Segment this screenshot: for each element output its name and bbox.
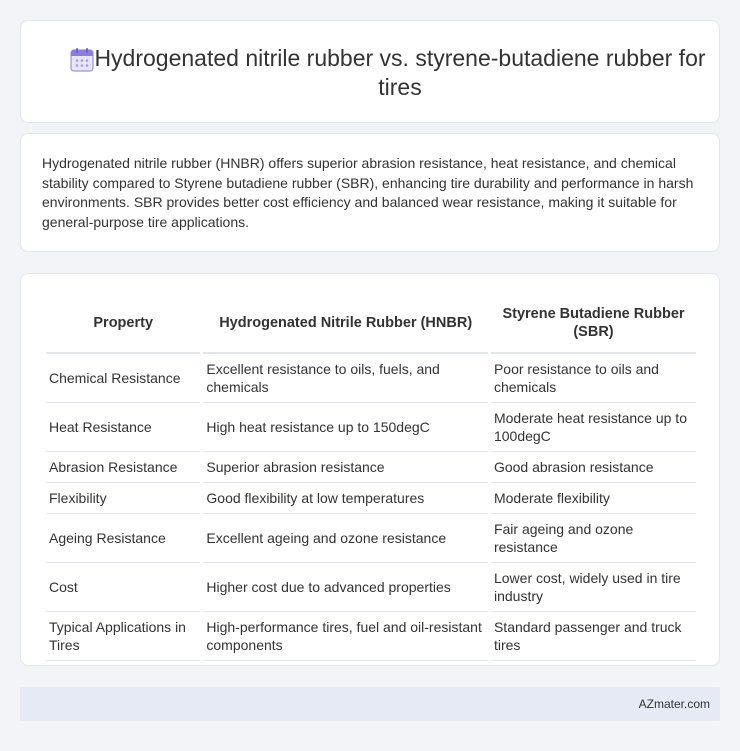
column-header-hnbr: Hydrogenated Nitrile Rubber (HNBR) [203, 293, 488, 354]
comparison-table-card [20, 273, 720, 666]
page-title: Hydrogenated nitrile rubber vs. styrene-butadiene rubber for tires [94, 45, 706, 100]
table-row [46, 354, 696, 403]
column-header-sbr: Styrene Butadiene Rubber (SBR) [491, 293, 696, 354]
summary-text: Hydrogenated nitrile rubber (HNBR) offers superior abrasion resistance, heat resistance, and chemical stability compared to Styrene butadiene rubber (SBR), enhancing tire durability and performance in harsh environments. SBR provides better cost efficiency and balanced wear resistance, making it suitable for general-purpose tire applications. [42, 155, 694, 230]
property-cell: Chemical Resistance [46, 354, 200, 403]
hnbr-cell: Superior abrasion resistance [203, 452, 488, 483]
sbr-cell: Standard passenger and truck tires [491, 612, 696, 661]
property-cell: Cost [46, 563, 200, 612]
footer-brand-link[interactable]: AZmater.com [638, 697, 710, 711]
hnbr-cell: Higher cost due to advanced properties [203, 563, 488, 612]
summary-card [20, 133, 720, 252]
title-card [20, 20, 720, 123]
table-row [46, 403, 696, 452]
sbr-cell: Moderate heat resistance up to 100degC [491, 403, 696, 452]
hnbr-cell: Excellent resistance to oils, fuels, and chemicals [203, 354, 488, 403]
comparison-table [43, 293, 699, 661]
table-row [46, 452, 696, 483]
sbr-cell: Fair ageing and ozone resistance [491, 514, 696, 563]
hnbr-cell: Good flexibility at low temperatures [203, 483, 488, 514]
column-header-property: Property [46, 293, 200, 354]
property-cell: Flexibility [46, 483, 200, 514]
sbr-cell: Lower cost, widely used in tire industry [491, 563, 696, 612]
sbr-cell: Moderate flexibility [491, 483, 696, 514]
property-cell: Ageing Resistance [46, 514, 200, 563]
footer-bar [20, 687, 720, 721]
sbr-cell: Good abrasion resistance [491, 452, 696, 483]
table-row [46, 563, 696, 612]
property-cell: Abrasion Resistance [46, 452, 200, 483]
property-cell: Typical Applications in Tires [46, 612, 200, 661]
sbr-cell: Poor resistance to oils and chemicals [491, 354, 696, 403]
table-row [46, 514, 696, 563]
hnbr-cell: Excellent ageing and ozone resistance [203, 514, 488, 563]
property-cell: Heat Resistance [46, 403, 200, 452]
table-row [46, 483, 696, 514]
table-header-row [46, 293, 696, 354]
table-row [46, 612, 696, 661]
hnbr-cell: High heat resistance up to 150degC [203, 403, 488, 452]
hnbr-cell: High-performance tires, fuel and oil-resistant components [203, 612, 488, 661]
